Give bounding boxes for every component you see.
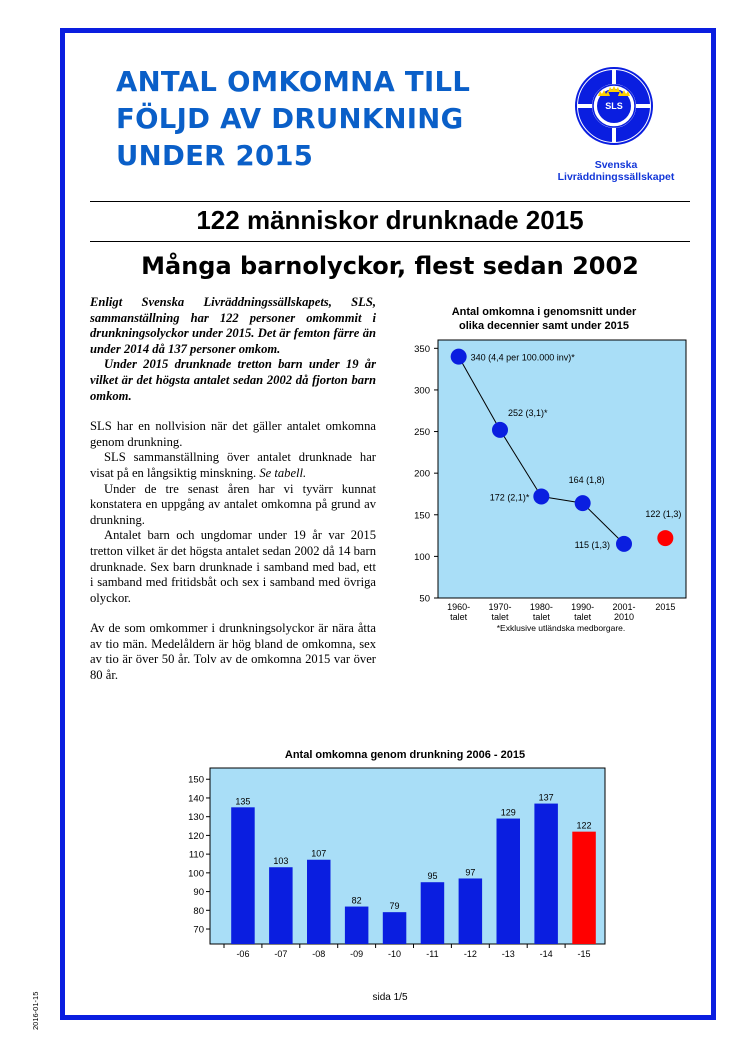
chart1-ytick-label-4: 250 xyxy=(414,427,430,439)
chart2-bar-0 xyxy=(231,807,254,944)
chart2-value-label-9: 122 xyxy=(576,820,592,831)
chart1-ytick-label-6: 350 xyxy=(414,343,430,355)
chart2-category-6: -12 xyxy=(463,949,477,959)
chart1-ytick-label-2: 150 xyxy=(414,510,430,522)
chart2-ytick-label-0: 70 xyxy=(193,924,204,936)
chart1-point-5 xyxy=(657,530,673,546)
chart1-data-label-1: 252 (3,1)* xyxy=(508,407,548,418)
chart1-point-2 xyxy=(533,488,549,504)
chart2-category-1: -07 xyxy=(274,949,288,959)
chart2-value-label-5: 95 xyxy=(427,871,438,882)
chart2-ytick-label-6: 130 xyxy=(188,812,204,824)
chart2-category-4: -10 xyxy=(388,949,402,959)
chart1-point-4 xyxy=(616,536,632,552)
chart1-point-1 xyxy=(492,422,508,438)
page-number: sida 1/5 xyxy=(372,992,408,1003)
chart1-category-sub-0: talet xyxy=(450,612,468,622)
chart1-category-sub-4: 2010 xyxy=(613,612,635,622)
chart1-data-label-5: 122 (1,3) xyxy=(645,509,682,520)
date-stamp: 2016-01-15 xyxy=(31,991,40,1030)
chart1-data-label-4: 115 (1,3) xyxy=(574,539,610,550)
chart2-category-5: -11 xyxy=(426,949,439,959)
lead-paragraph-1: Enligt Svenska Livräddningssällskapets, SLS, sammanställning har 122 personer omkommit i drunkningsolyckor under 2015. Det är femton färre än under 2014 då 137 personer omkom. xyxy=(90,295,376,356)
chart1-category-2: 1980- xyxy=(529,602,553,612)
chart2-ytick-label-4: 110 xyxy=(188,849,204,861)
chart2-value-label-6: 97 xyxy=(465,867,476,878)
chart2-category-3: -09 xyxy=(350,949,364,959)
paragraph-1: SLS har en nollvision när det gäller antalet omkomna genom drunkning. xyxy=(90,419,376,449)
decade-average-chart xyxy=(396,300,696,640)
chart2-bar-6 xyxy=(459,878,482,944)
chart1-ytick-label-3: 200 xyxy=(414,468,430,480)
chart2-value-label-4: 79 xyxy=(389,901,400,912)
chart2-value-label-3: 82 xyxy=(351,895,362,906)
paragraph-2 xyxy=(90,450,376,481)
yearly-bar-chart xyxy=(180,744,610,966)
chart1-footnote: *Exklusive utländska medborgare. xyxy=(496,623,626,633)
chart1-point-3 xyxy=(575,495,591,511)
article-body xyxy=(90,295,376,684)
org-name-line-2: Livräddningssällskapet xyxy=(557,170,675,183)
chart2-ytick-label-5: 120 xyxy=(188,830,204,842)
chart2-value-label-1: 103 xyxy=(273,856,289,867)
chart1-category-sub-1: talet xyxy=(491,612,509,622)
page-title xyxy=(116,64,546,175)
chart2-bar-8 xyxy=(534,804,557,944)
chart2-title: Antal omkomna genom drunkning 2006 - 2015 xyxy=(284,749,526,761)
title-line-2: FÖLJD AV DRUNKNING xyxy=(116,103,464,135)
chart1-category-0: 1960- xyxy=(447,602,471,612)
chart2-value-label-2: 107 xyxy=(311,848,327,859)
chart1-category-3: 1990- xyxy=(571,602,595,612)
paragraph-3: Under de tre senast åren har vi tyvärr kunnat konstatera en uppgång av antalet omkomna på grund av drunkning. xyxy=(90,481,376,527)
chart2-value-label-0: 135 xyxy=(235,796,251,807)
chart2-ytick-label-3: 100 xyxy=(188,868,204,880)
chart2-category-2: -08 xyxy=(312,949,326,959)
sls-lifebuoy-logo xyxy=(574,66,654,146)
chart2-bar-5 xyxy=(421,882,444,944)
chart1-ytick-label-1: 100 xyxy=(414,551,430,563)
chart2-category-9: -15 xyxy=(577,949,591,959)
chart2-value-label-8: 137 xyxy=(538,792,554,803)
chart1-ytick-label-0: 50 xyxy=(419,593,430,605)
chart1-category-sub-3: talet xyxy=(574,612,592,622)
chart2-bar-2 xyxy=(307,860,330,944)
chart1-category-5: 2015 xyxy=(655,602,676,612)
chart1-plot-area xyxy=(438,340,686,598)
chart2-category-7: -13 xyxy=(501,949,515,959)
chart2-bar-9 xyxy=(572,832,595,944)
lead-paragraph-2: Under 2015 drunknade tretton barn under 19 år vilket är det högsta antalet sedan 2002 då fjorton barn omkom. xyxy=(90,357,376,403)
paragraph-4: Antalet barn och ungdomar under 19 år var 2015 tretton vilket är det högsta antalet sedan 2002 då 14 barn drunknade. Sex barn drunknade i samband med bad, ett i samband med fritidsbåt och sex i samband med övriga olyckor. xyxy=(90,528,376,605)
chart2-ytick-label-8: 150 xyxy=(188,774,204,786)
chart1-title-line-1: Antal omkomna i genomsnitt under xyxy=(451,306,637,318)
chart1-category-4: 2001- xyxy=(612,602,636,612)
chart1-point-0 xyxy=(451,349,467,365)
paragraph-5: Av de som omkommer i drunkningsolyckor är nära åtta av tio män. Medelåldern är hög bland de omkomna, sex av tio är över 50 år. Tolv av de omkomna 2015 var över 80 år. xyxy=(90,621,376,683)
chart2-ytick-label-2: 90 xyxy=(193,887,204,899)
chart1-category-1: 1970- xyxy=(488,602,512,612)
chart2-bar-7 xyxy=(497,819,520,944)
chart1-title-line-2: olika decennier samt under 2015 xyxy=(459,320,629,332)
headline: 122 människor drunknade 2015 xyxy=(196,205,584,235)
chart2-category-0: -06 xyxy=(236,949,250,959)
chart2-bar-3 xyxy=(345,907,368,944)
chart1-data-label-3: 164 (1,8) xyxy=(568,475,605,486)
chart1-ytick-label-5: 300 xyxy=(414,385,430,397)
divider-bottom xyxy=(90,241,690,242)
org-name-line-1: Svenska xyxy=(594,159,638,171)
title-line-1: ANTAL OMKOMNA TILL xyxy=(116,66,471,98)
title-line-3: UNDER 2015 xyxy=(116,140,314,172)
chart1-data-label-0: 340 (4,4 per 100.000 inv)* xyxy=(470,352,575,363)
subheadline: Många barnolyckor, flest sedan 2002 xyxy=(141,252,639,280)
chart2-category-8: -14 xyxy=(539,949,553,959)
chart2-ytick-label-1: 80 xyxy=(193,905,204,917)
chart2-value-label-7: 129 xyxy=(500,807,516,818)
chart1-data-label-2: 172 (2,1)* xyxy=(489,492,530,503)
chart2-bar-1 xyxy=(269,867,292,944)
chart1-category-sub-2: talet xyxy=(532,612,550,622)
paragraph-2-text: SLS sammanställning över antalet drunknade har visat på en långsiktig minskning. xyxy=(90,450,376,480)
paragraph-2-italic: Se tabell. xyxy=(259,465,307,480)
org-name xyxy=(546,160,686,183)
chart2-bar-4 xyxy=(383,912,406,944)
logo-letters: SLS xyxy=(605,101,623,111)
chart2-ytick-label-7: 140 xyxy=(188,793,204,805)
